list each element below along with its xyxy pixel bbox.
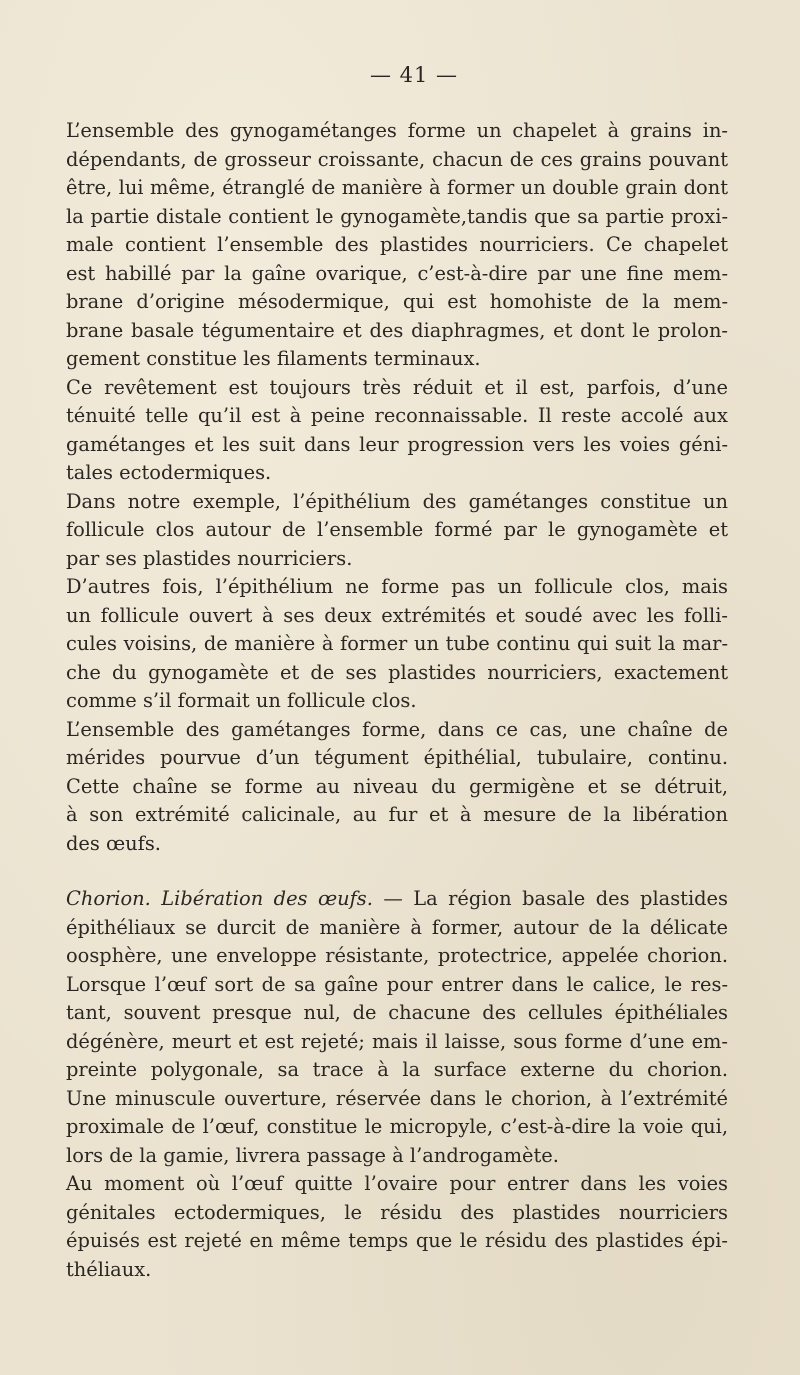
text-line: épithéliaux se durcit de manière à former, autour de la délicate [66,915,728,939]
text-line: tant, souvent presque nul, de chacune des cellules épithéliales [66,1001,728,1024]
text-line: dégénère, meurt et est rejeté; mais il laisse, sous forme d’une em- [66,1029,728,1053]
text-line: gamétanges et les suit dans leur progression vers les voies géni- [66,432,728,456]
text-line: preinte polygonale, sa trace à la surface externe du chorion. [66,1058,728,1081]
paragraph [66,488,728,574]
text-line: génitales ectodermiques, le résidu des plastides nourriciers [66,1200,728,1224]
paragraph [66,117,728,374]
body-text [66,117,728,1284]
text-line: oosphère, une enveloppe résistante, protectrice, appelée chorion. [66,944,728,967]
text-line: Une minuscule ouverture, réservée dans le chorion, à l’extrémité [66,1086,728,1110]
text-line: Lorsque l’œuf sort de sa gaîne pour entrer dans le calice, le res- [66,972,728,996]
text-line: Cette chaîne se forme au niveau du germigène et se détruit, [66,774,728,798]
text-line: brane basale tégumentaire et des diaphragmes, et dont le prolon- [66,318,728,342]
paragraph [66,374,728,488]
text-line: follicule clos autour de l’ensemble formé par le gynogamète et [66,518,728,541]
text-line: tales ectodermiques. [66,461,272,484]
text-line: un follicule ouvert à ses deux extrémités et soudé avec les folli- [66,603,728,627]
text-line: brane d’origine mésodermique, qui est homohiste de la mem- [66,290,728,313]
text-line: dépendants, de grosseur croissante, chacun de ces grains pouvant [66,147,728,171]
text-line: ténuité telle qu’il est à peine reconnaissable. Il reste accolé aux [66,404,728,427]
text-line: être, lui même, étranglé de manière à former un double grain dont [66,176,728,199]
text-line: cules voisins, de manière à former un tube continu qui suit la mar- [66,632,728,655]
section-dash: — [372,887,414,910]
section-first-line-text: La région basale des plastides [413,887,728,910]
text-line: che du gynogamète et de ses plastides nourriciers, exactement [66,660,728,684]
text-line: théliaux. [66,1257,152,1281]
text-line: à son extrémité calicinale, au fur et à mesure de la libération [66,803,728,826]
section-first-line [66,885,728,914]
paragraph [66,1170,728,1284]
text-line: proximale de l’œuf, constitue le micropyle, c’est-à-dire la voie qui, [66,1115,728,1138]
text-line: male contient l’ensemble des plastides nourriciers. Ce chapelet [66,233,728,256]
section-spacer [66,858,728,885]
text-line: des œufs. [66,831,161,855]
section-title: Chorion. Libération des œufs. [66,887,373,910]
text-line: comme s’il formait un follicule clos. [66,689,417,712]
section-paragraph [66,885,728,1170]
text-line: Ce revêtement est toujours très réduit et il est, parfois, d’une [66,375,728,399]
text-line: Au moment où l’œuf quitte l’ovaire pour entrer dans les voies [66,1172,728,1195]
text-line: est habillé par la gaîne ovarique, c’est-à-dire par une fine mem- [66,261,728,285]
text-line: par ses plastides nourriciers. [66,546,353,570]
text-line: mérides pourvue d’un tégument épithélial, tubulaire, continu. [66,746,728,769]
text-line: L’ensemble des gynogamétanges forme un chapelet à grains in- [66,119,728,142]
text-line: épuisés est rejeté en même temps que le résidu des plastides épi- [66,1229,728,1252]
text-line: Dans notre exemple, l’épithélium des gamétanges constitue un [66,489,728,513]
paragraph [66,573,728,716]
text-line: la partie distale contient le gynogamète,tandis que sa partie proxi- [66,204,728,228]
text-line: L’ensemble des gamétanges forme, dans ce cas, une chaîne de [66,717,728,741]
text-line: D’autres fois, l’épithélium ne forme pas un follicule clos, mais [66,575,728,598]
paragraph [66,716,728,859]
page-number: — 41 — [369,63,459,87]
text-line: lors de la gamie, livrera passage à l’androgamète. [66,1143,559,1167]
text-line: gement constitue les filaments terminaux. [66,347,481,370]
